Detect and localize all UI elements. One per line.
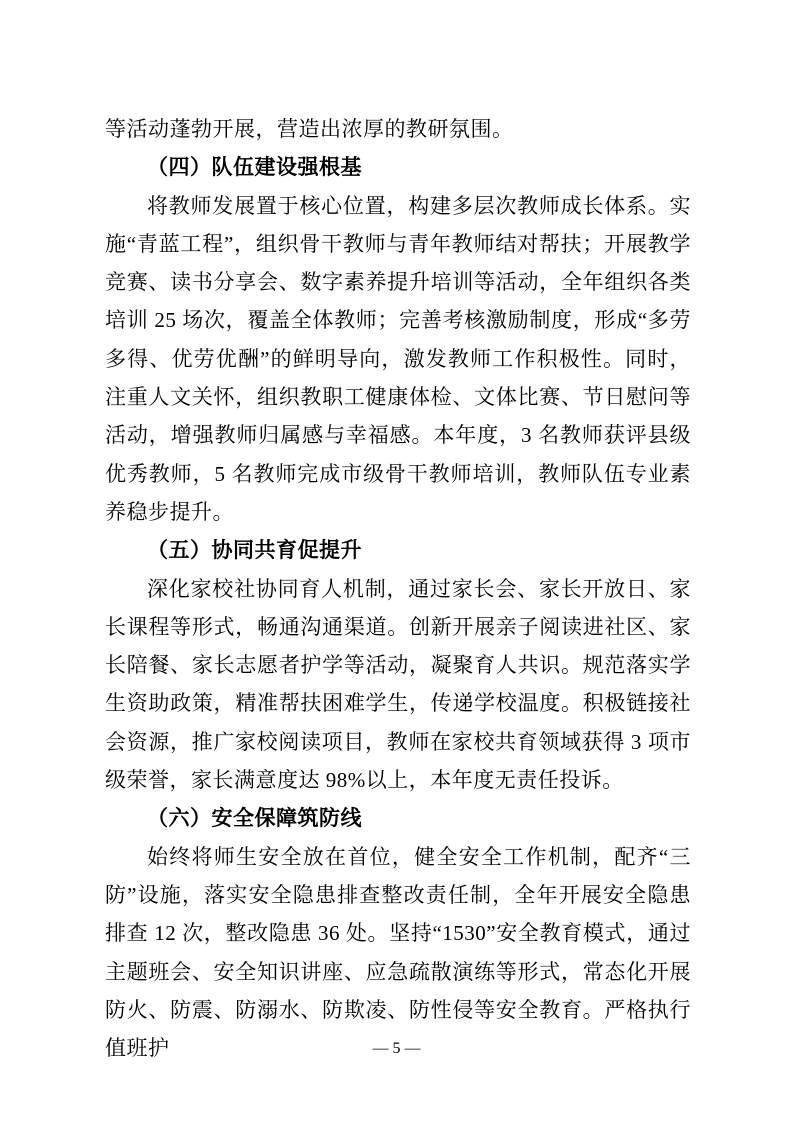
- section-6-paragraph: 始终将师生安全放在首位，健全安全工作机制，配齐“三防”设施，落实安全隐患排查整改责任制，全年开展安全隐患排查 12 次，整改隐患 36 处。坚持“1530”安全教育模式，通过主题班会、安全知识讲座、应急疏散演练等形式，常态化开展防火、防震、防溺水、防欺凌、防性侵等安全教育。严格执行值班护: [105, 844, 691, 1061]
- page-number: — 5 —: [372, 1040, 421, 1057]
- document-body: [105, 110, 691, 1067]
- section-4-paragraph: 将教师发展置于核心位置，构建多层次教师成长体系。实施“青蓝工程”，组织骨干教师与青年教师结对帮扶；开展教学竞赛、读书分享会、数字素养提升培训等活动，全年组织各类培训 25 场次，覆盖全体教师；完善考核激励制度，形成“多劳多得、优劳优酬”的鲜明导向，激发教师工作积极性。同时，注重人文关怀，组织教职工健康体检、文体比赛、节日慰问等活动，增强教师归属感与幸福感。本年度，3 名教师获评县级优秀教师，5 名教师完成市级骨干教师培训，教师队伍专业素养稳步提升。: [105, 193, 691, 524]
- section-heading-4: （四）队伍建设强根基: [147, 155, 362, 180]
- section-heading-6: （六）安全保障筑防线: [147, 806, 362, 831]
- section-5-paragraph: 深化家校社协同育人机制，通过家长会、家长开放日、家长课程等形式，畅通沟通渠道。创新开展亲子阅读进社区、家长陪餐、家长志愿者护学等活动，凝聚育人共识。规范落实学生资助政策，精准帮扶困难学生，传递学校温度。积极链接社会资源，推广家校阅读项目，教师在家校共育领域获得 3 项市级荣誉，家长满意度达 98%以上，本年度无责任投诉。: [105, 576, 691, 793]
- section-heading-5: （五）协同共育促提升: [147, 538, 362, 563]
- continuation-paragraph: 等活动蓬勃开展，营造出浓厚的教研氛围。: [105, 117, 514, 141]
